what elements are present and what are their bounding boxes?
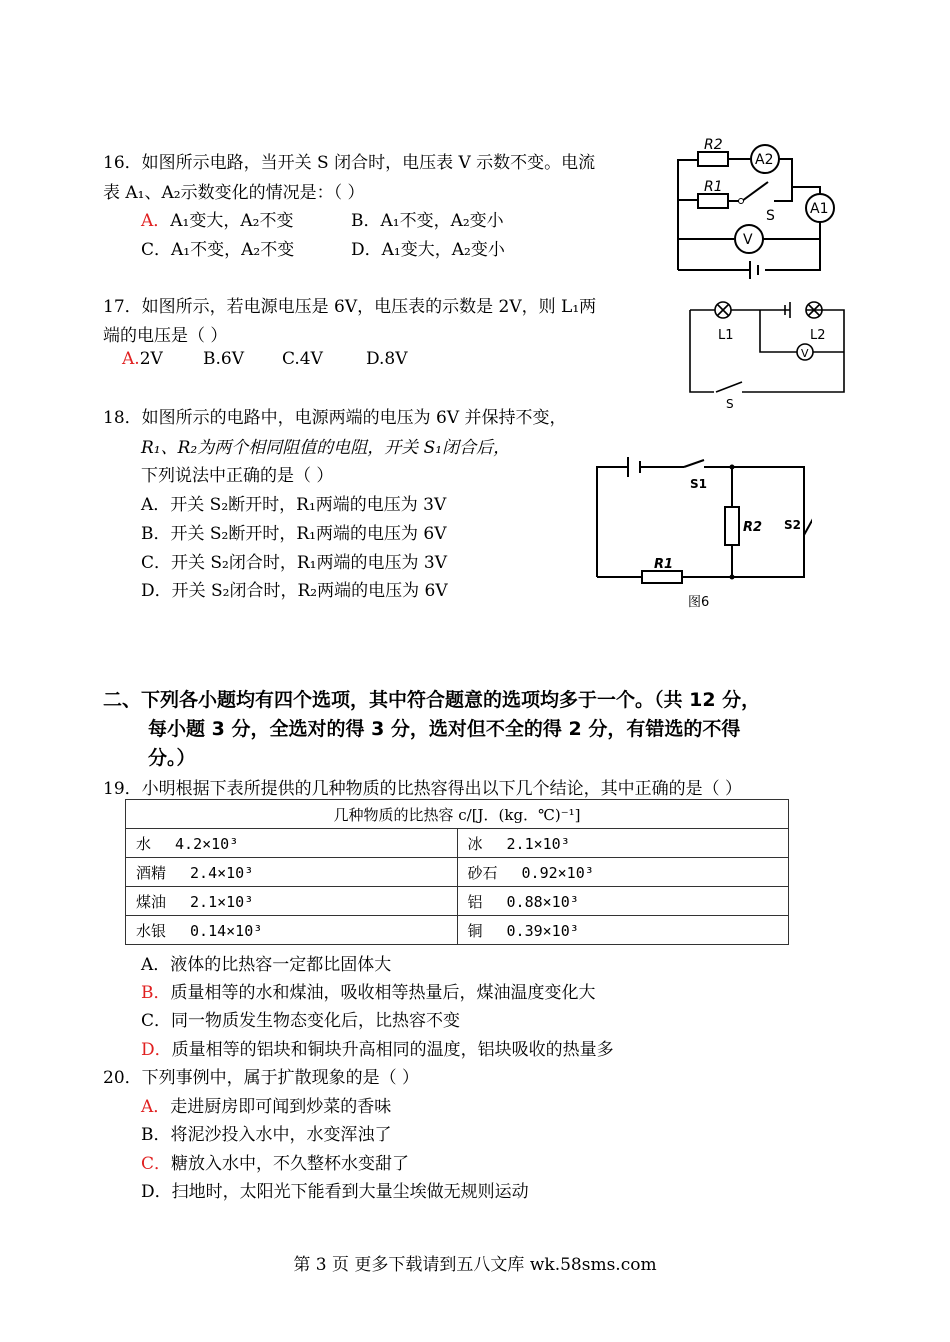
section2-title-line1: 二、下列各小题均有四个选项，其中符合题意的选项均多于一个。（共 12 分， [103, 689, 761, 711]
q16-option-d: D．A₁变大，A₂变小 [351, 240, 505, 260]
q18-option-c: C．开关 S₂闭合时，R₁两端的电压为 3V [141, 553, 447, 573]
table-row [126, 829, 789, 858]
q20-option-d: D．扫地时，太阳光下能看到大量尘埃做无规则运动 [141, 1182, 529, 1202]
substance-value: 0.14×10³ [190, 921, 263, 940]
q18-option-b: B．开关 S₂断开时，R₁两端的电压为 6V [141, 524, 447, 544]
q19-option-b [141, 978, 596, 1003]
q18-fig-s2-label: S2 [784, 518, 801, 532]
substance-value: 2.4×10³ [190, 863, 254, 882]
q20-option-c-letter: C． [141, 1154, 172, 1174]
q18-stem-line2: R₁、R₂为两个相同阻值的电阻，开关 S₁闭合后， [141, 438, 511, 458]
q17-fig-v-label: V [801, 347, 809, 360]
substance-value: 0.39×10³ [506, 921, 579, 940]
specific-heat-table [125, 799, 789, 945]
page-footer: 第 3 页 更多下载请到五八文库 wk.58sms.com [293, 1255, 657, 1275]
substance-value: 4.2×10³ [175, 834, 239, 853]
q16-stem-line1: 16．如图所示电路，当开关 S 闭合时，电压表 V 示数不变。电流 [103, 153, 596, 173]
q17-option-a-text: 2V [139, 349, 163, 369]
table-title: 几种物质的比热容 c/[J．(kg．℃)⁻¹] [126, 800, 789, 829]
q18-stem-line1: 18．如图所示的电路中，电源两端的电压为 6V 并保持不变， [103, 408, 567, 428]
section2-title-line3: 分。） [148, 747, 196, 769]
substance-name: 砂石 [467, 863, 498, 882]
q20-stem: 20．下列事例中，属于扩散现象的是（ ） [103, 1068, 420, 1088]
substance-value: 2.1×10³ [190, 892, 254, 911]
q20-option-a-letter: A． [141, 1097, 171, 1117]
q17-option-d: D.8V [366, 349, 408, 369]
q18-option-a: A．开关 S₂断开时，R₁两端的电压为 3V [141, 495, 447, 515]
substance-name: 铜 [467, 921, 483, 940]
q17-option-a-letter: A. [122, 349, 140, 369]
q19-option-d [141, 1035, 614, 1060]
q19-option-c: C．同一物质发生物态变化后，比热容不变 [141, 1011, 461, 1031]
q19-option-a: A．液体的比热容一定都比固体大 [141, 955, 392, 975]
q17-circuit-diagram [682, 292, 852, 410]
q16-option-b: B．A₁不变，A₂变小 [351, 211, 504, 231]
q16-fig-s-label: S [766, 208, 775, 224]
q18-fig-r1-label: R1 [654, 557, 674, 572]
q20-option-a [141, 1092, 391, 1117]
q17-fig-l2-label: L2 [810, 328, 826, 343]
q17-option-a [122, 349, 163, 369]
q18-fig-s1-label: S1 [690, 477, 707, 491]
q18-option-d: D．开关 S₂闭合时，R₂两端的电压为 6V [141, 581, 448, 601]
substance-value: 0.92×10³ [521, 863, 594, 882]
q18-stem-line3: 下列说法中正确的是（ ） [141, 466, 334, 486]
substance-name: 酒精 [136, 863, 167, 882]
q19-option-b-text: 质量相等的水和煤油，吸收相等热量后，煤油温度变化大 [170, 983, 596, 1003]
q18-fig-r2-label: R2 [743, 520, 763, 535]
q17-option-c: C.4V [282, 349, 323, 369]
q17-stem-line1: 17．如图所示，若电源电压是 6V，电压表的示数是 2V，则 L₁两 [103, 297, 597, 317]
substance-name: 煤油 [136, 892, 167, 911]
substance-name: 冰 [467, 834, 483, 853]
q18-fig-caption: 图6 [688, 595, 710, 610]
q17-option-b: B.6V [203, 349, 244, 369]
q16-option-a-text: A₁变大，A₂不变 [170, 211, 294, 231]
q17-fig-l1-label: L1 [718, 328, 734, 343]
q17-stem-line2: 端的电压是（ ） [103, 326, 228, 346]
q20-option-b: B．将泥沙投入水中，水变浑浊了 [141, 1125, 392, 1145]
q16-option-a-letter: A． [141, 211, 171, 231]
table-row [126, 887, 789, 916]
q16-fig-r1-label: R1 [704, 179, 723, 195]
q16-fig-a1-label: A1 [810, 201, 829, 217]
section2-title-line2: 每小题 3 分，全选对的得 3 分，选对但不全的得 2 分，有错选的不得 [148, 718, 741, 740]
table-header-row [126, 800, 789, 829]
q20-option-c [141, 1149, 409, 1174]
substance-name: 水银 [136, 921, 167, 940]
q19-option-d-letter: D． [141, 1040, 172, 1060]
q19-option-b-letter: B． [141, 983, 171, 1003]
q16-option-a [141, 206, 293, 231]
q16-fig-r2-label: R2 [704, 137, 723, 153]
substance-value: 2.1×10³ [506, 834, 570, 853]
q16-stem-line2: 表 A₁、A₂示数变化的情况是：（ ） [103, 183, 365, 203]
q16-circuit-diagram [670, 132, 840, 282]
q16-fig-v-label: V [743, 232, 753, 248]
substance-name: 水 [136, 834, 152, 853]
substance-value: 0.88×10³ [506, 892, 579, 911]
q20-option-c-text: 糖放入水中，不久整杯水变甜了 [171, 1154, 410, 1174]
q19-stem: 19．小明根据下表所提供的几种物质的比热容得出以下几个结论，其中正确的是（ ） [103, 779, 743, 799]
q20-option-a-text: 走进厨房即可闻到炒菜的香味 [170, 1097, 392, 1117]
q17-fig-s-label: S [726, 397, 734, 410]
q18-circuit-diagram [592, 455, 812, 610]
table-row [126, 858, 789, 887]
substance-name: 铝 [467, 892, 483, 911]
q19-option-d-text: 质量相等的铝块和铜块升高相同的温度，铝块吸收的热量多 [171, 1040, 614, 1060]
table-row [126, 916, 789, 945]
q16-option-c: C．A₁不变，A₂不变 [141, 240, 295, 260]
q16-fig-a2-label: A2 [755, 152, 774, 168]
